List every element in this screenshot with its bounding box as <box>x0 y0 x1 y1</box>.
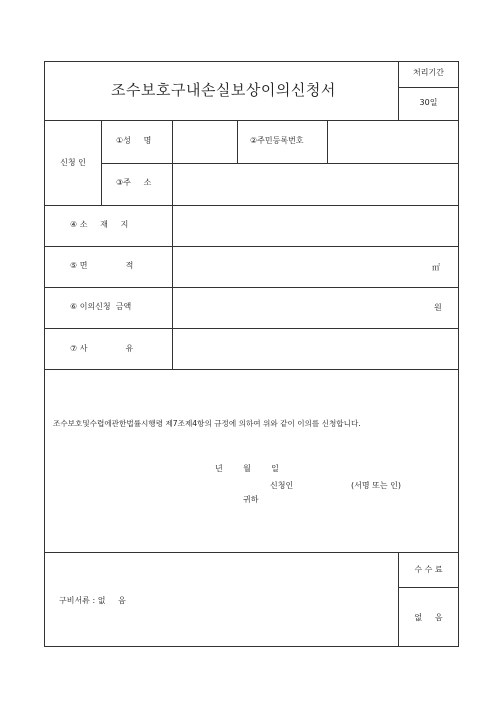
divider <box>45 246 458 247</box>
address-field[interactable] <box>173 164 457 204</box>
divider <box>237 120 238 163</box>
divider <box>101 120 102 205</box>
amount-unit: 원 <box>434 303 442 312</box>
divider <box>45 552 458 553</box>
area-unit: ㎡ <box>432 263 440 272</box>
fee-label: 수 수 료 <box>414 565 443 574</box>
divider <box>45 369 458 370</box>
location-field[interactable] <box>173 206 457 245</box>
reason-field[interactable] <box>173 329 457 368</box>
form-title: 조수보호구내손실보상이의신청서 <box>111 81 336 99</box>
name-field[interactable] <box>173 121 236 162</box>
statement-date: 년 월 일 <box>215 464 279 473</box>
location-label: ④ 소 재 지 <box>70 220 129 229</box>
reason-label: ⑦ 사 유 <box>70 344 134 353</box>
statement-text: 조수보호및수렵에관한법률시행령 제7조제4항의 규정에 의하여 위와 같이 이의를 신청합니다. <box>53 419 361 428</box>
fee-value: 없 음 <box>414 613 443 622</box>
amount-label: ⑥ 이의신청 금액 <box>70 302 132 311</box>
required-documents: 구비서류 : 없 음 <box>59 596 126 605</box>
address-label: ③주 소 <box>116 178 152 187</box>
divider <box>45 287 458 288</box>
divider <box>398 87 458 88</box>
statement-signature: (서명 또는 인) <box>351 481 401 490</box>
applicant-section-label: 신청 인 <box>60 158 86 167</box>
divider <box>398 587 458 588</box>
processing-period-value: 30일 <box>419 98 438 107</box>
processing-period-label: 처리기간 <box>413 68 444 77</box>
resident-number-label: ②주민등록번호 <box>250 136 304 145</box>
resident-number-field[interactable] <box>328 121 457 162</box>
name-label: ①성 명 <box>116 136 152 145</box>
application-form <box>44 61 459 647</box>
statement-addressee: 귀하 <box>243 495 259 504</box>
area-label: ⑤ 면 적 <box>70 261 134 270</box>
statement-applicant: 신청인 <box>270 481 294 490</box>
